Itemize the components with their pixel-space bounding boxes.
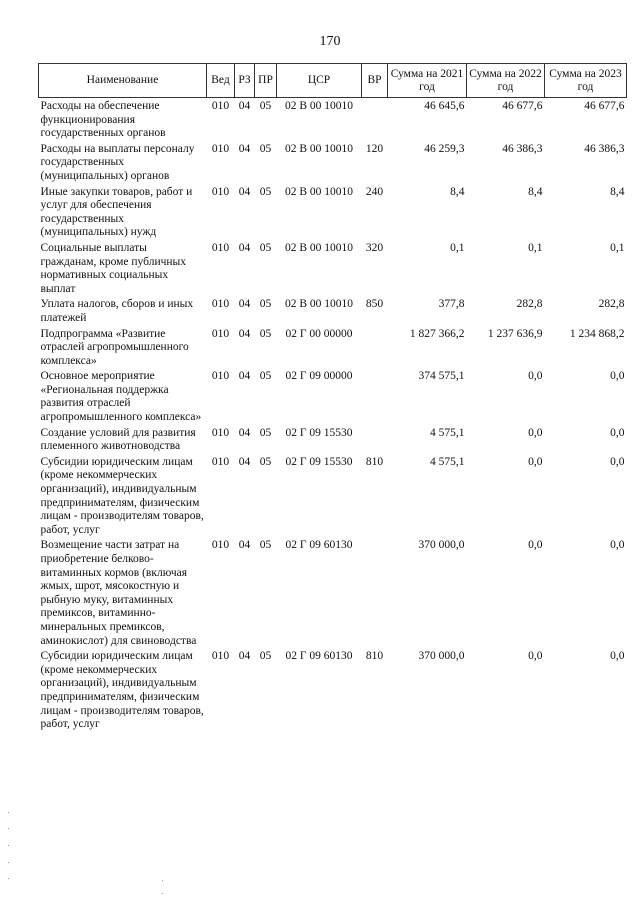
- cell-csr: 02 В 00 10010: [284, 185, 354, 198]
- cell-ved: 010: [211, 370, 230, 383]
- cell-csr: 02 Г 09 60130: [285, 539, 353, 552]
- cell-csr: 02 Г 09 15530: [285, 455, 353, 468]
- cell-sum-2021: 370 000,0: [418, 650, 465, 663]
- cell-rz: 04: [238, 327, 251, 340]
- cell-sum-2023: 0,0: [610, 455, 625, 468]
- cell-csr: 02 В 00 10010: [284, 241, 354, 254]
- cell-vr: [362, 425, 388, 454]
- cell-rz: 04: [238, 241, 251, 254]
- cell-rz: 04: [238, 142, 251, 155]
- cell-sum-2021: 370 000,0: [418, 539, 465, 552]
- page-number: 170: [319, 34, 341, 49]
- cell-sum-2021: 46 645,6: [424, 100, 465, 112]
- cell-name: Субсидии юридическим лицам (кроме некоммерческих организаций), индивидуальным предпринимателям, физическим лицам - производителям товаров, работ, услуг: [40, 455, 204, 536]
- table-row: [39, 326, 627, 369]
- cell-sum-2021: 0,1: [450, 241, 465, 254]
- cell-csr: 02 В 00 10010: [284, 100, 354, 112]
- header-pr: ПР: [255, 64, 277, 98]
- cell-pr: 05: [259, 650, 272, 663]
- cell-vr: [362, 537, 388, 648]
- cell-name: Расходы на обеспечение функционирования государственных органов: [40, 100, 166, 140]
- cell-name: Уплата налогов, сборов и иных платежей: [40, 298, 194, 324]
- cell-sum-2022: 8,4: [528, 185, 543, 198]
- cell-pr: 05: [259, 100, 272, 112]
- cell-sum-2022: 46 677,6: [502, 100, 543, 112]
- table-row: [39, 141, 627, 184]
- cell-sum-2023: 1 234 868,2: [569, 327, 625, 340]
- cell-sum-2022: 0,0: [528, 370, 543, 383]
- cell-ved: 010: [211, 650, 230, 663]
- cell-sum-2021: 377,8: [438, 298, 465, 311]
- cell-csr: 02 Г 09 60130: [285, 650, 353, 663]
- cell-rz: 04: [238, 455, 251, 468]
- table-row: [39, 98, 627, 141]
- cell-vr: 240: [365, 185, 384, 198]
- cell-pr: 05: [259, 455, 272, 468]
- cell-sum-2022: 0,0: [528, 426, 543, 439]
- cell-sum-2023: 46 677,6: [584, 100, 625, 112]
- cell-sum-2021: 4 575,1: [430, 426, 465, 439]
- cell-name: Расходы на выплаты персоналу государственных (муниципальных) органов: [40, 142, 195, 182]
- cell-sum-2022: 0,1: [528, 241, 543, 254]
- cell-pr: 05: [259, 370, 272, 383]
- cell-ved: 010: [211, 100, 230, 112]
- cell-name: Социальные выплаты гражданам, кроме публичных нормативных социальных выплат: [40, 241, 187, 295]
- cell-csr: 02 В 00 10010: [284, 298, 354, 311]
- header-sum-2021: Сумма на 2021 год: [388, 64, 467, 98]
- cell-ved: 010: [211, 298, 230, 311]
- cell-ved: 010: [211, 185, 230, 198]
- cell-sum-2023: 0,0: [610, 650, 625, 663]
- budget-table: [38, 63, 627, 732]
- cell-sum-2023: 0,0: [610, 426, 625, 439]
- cell-sum-2021: 4 575,1: [430, 455, 465, 468]
- cell-vr: 810: [365, 455, 384, 468]
- cell-ved: 010: [211, 539, 230, 552]
- header-sum-2022: Сумма на 2022 год: [467, 64, 545, 98]
- cell-vr: 850: [365, 298, 384, 311]
- cell-ved: 010: [211, 455, 230, 468]
- cell-csr: 02 В 00 10010: [284, 142, 354, 155]
- table-row: [39, 368, 627, 424]
- cell-pr: 05: [259, 426, 272, 439]
- cell-pr: 05: [259, 185, 272, 198]
- cell-name: Создание условий для развития племенного животноводства: [40, 426, 196, 453]
- header-sum-2023: Сумма на 2023 год: [545, 64, 627, 98]
- table-row: [39, 648, 627, 732]
- cell-csr: 02 Г 09 00000: [285, 370, 353, 383]
- cell-name: Иные закупки товаров, работ и услуг для обеспечения государственных (муниципальных) нужд: [40, 185, 193, 239]
- cell-ved: 010: [211, 142, 230, 155]
- header-name: Наименование: [39, 64, 207, 98]
- cell-sum-2022: 282,8: [516, 298, 543, 311]
- cell-vr: 810: [365, 650, 384, 663]
- cell-sum-2022: 0,0: [528, 455, 543, 468]
- cell-pr: 05: [259, 539, 272, 552]
- cell-ved: 010: [211, 426, 230, 439]
- cell-ved: 010: [211, 241, 230, 254]
- cell-sum-2022: 1 237 636,9: [487, 327, 543, 340]
- cell-sum-2023: 0,1: [610, 241, 625, 254]
- cell-csr: 02 Г 00 00000: [285, 327, 353, 340]
- cell-ved: 010: [211, 327, 230, 340]
- cell-pr: 05: [259, 142, 272, 155]
- cell-rz: 04: [238, 298, 251, 311]
- cell-sum-2021: 46 259,3: [424, 142, 465, 155]
- cell-sum-2022: 0,0: [528, 539, 543, 552]
- cell-rz: 04: [238, 426, 251, 439]
- table-row: [39, 454, 627, 538]
- cell-sum-2022: 0,0: [528, 650, 543, 663]
- cell-rz: 04: [238, 185, 251, 198]
- cell-sum-2023: 46 386,3: [584, 142, 625, 155]
- cell-sum-2021: 374 575,1: [418, 370, 465, 383]
- cell-vr: [362, 326, 388, 369]
- header-rz: РЗ: [235, 64, 255, 98]
- cell-vr: [362, 98, 388, 141]
- cell-sum-2022: 46 386,3: [502, 142, 543, 155]
- cell-sum-2023: 0,0: [610, 539, 625, 552]
- cell-sum-2021: 1 827 366,2: [409, 327, 465, 340]
- table-row: [39, 240, 627, 296]
- cell-csr: 02 Г 09 15530: [285, 426, 353, 439]
- table-row: [39, 537, 627, 648]
- header-ved: Вед: [207, 64, 235, 98]
- table-row: [39, 184, 627, 240]
- header-vr: ВР: [362, 64, 388, 98]
- cell-pr: 05: [259, 241, 272, 254]
- cell-vr: 120: [365, 142, 384, 155]
- cell-name: Субсидии юридическим лицам (кроме некоммерческих организаций), индивидуальным предпринимателям, физическим лицам - производителям товаров, работ, услуг: [40, 650, 204, 731]
- cell-pr: 05: [259, 327, 272, 340]
- cell-name: Возмещение части затрат на приобретение белково-витаминных кормов (включая жмых, шрот, мясокостную и рыбную муку, витаминных премиксов, витаминно-минеральных премиксов, аминокислот) для свиноводства: [40, 539, 197, 647]
- cell-sum-2023: 0,0: [610, 370, 625, 383]
- table-row: [39, 296, 627, 325]
- cell-name: Подпрограмма «Развитие отраслей агропромышленного комплекса»: [40, 327, 189, 367]
- cell-rz: 04: [238, 370, 251, 383]
- cell-sum-2023: 8,4: [610, 185, 625, 198]
- table-row: [39, 425, 627, 454]
- cell-vr: 320: [365, 241, 384, 254]
- cell-sum-2023: 282,8: [598, 298, 625, 311]
- cell-rz: 04: [238, 100, 251, 112]
- cell-rz: 04: [238, 539, 251, 552]
- cell-pr: 05: [259, 298, 272, 311]
- cell-rz: 04: [238, 650, 251, 663]
- cell-sum-2021: 8,4: [450, 185, 465, 198]
- cell-name: Основное мероприятие «Региональная поддержка развития отраслей агропромышленного комплекса»: [40, 370, 202, 424]
- cell-vr: [362, 368, 388, 424]
- table-header-row: [39, 64, 627, 98]
- header-csr: ЦСР: [277, 64, 362, 98]
